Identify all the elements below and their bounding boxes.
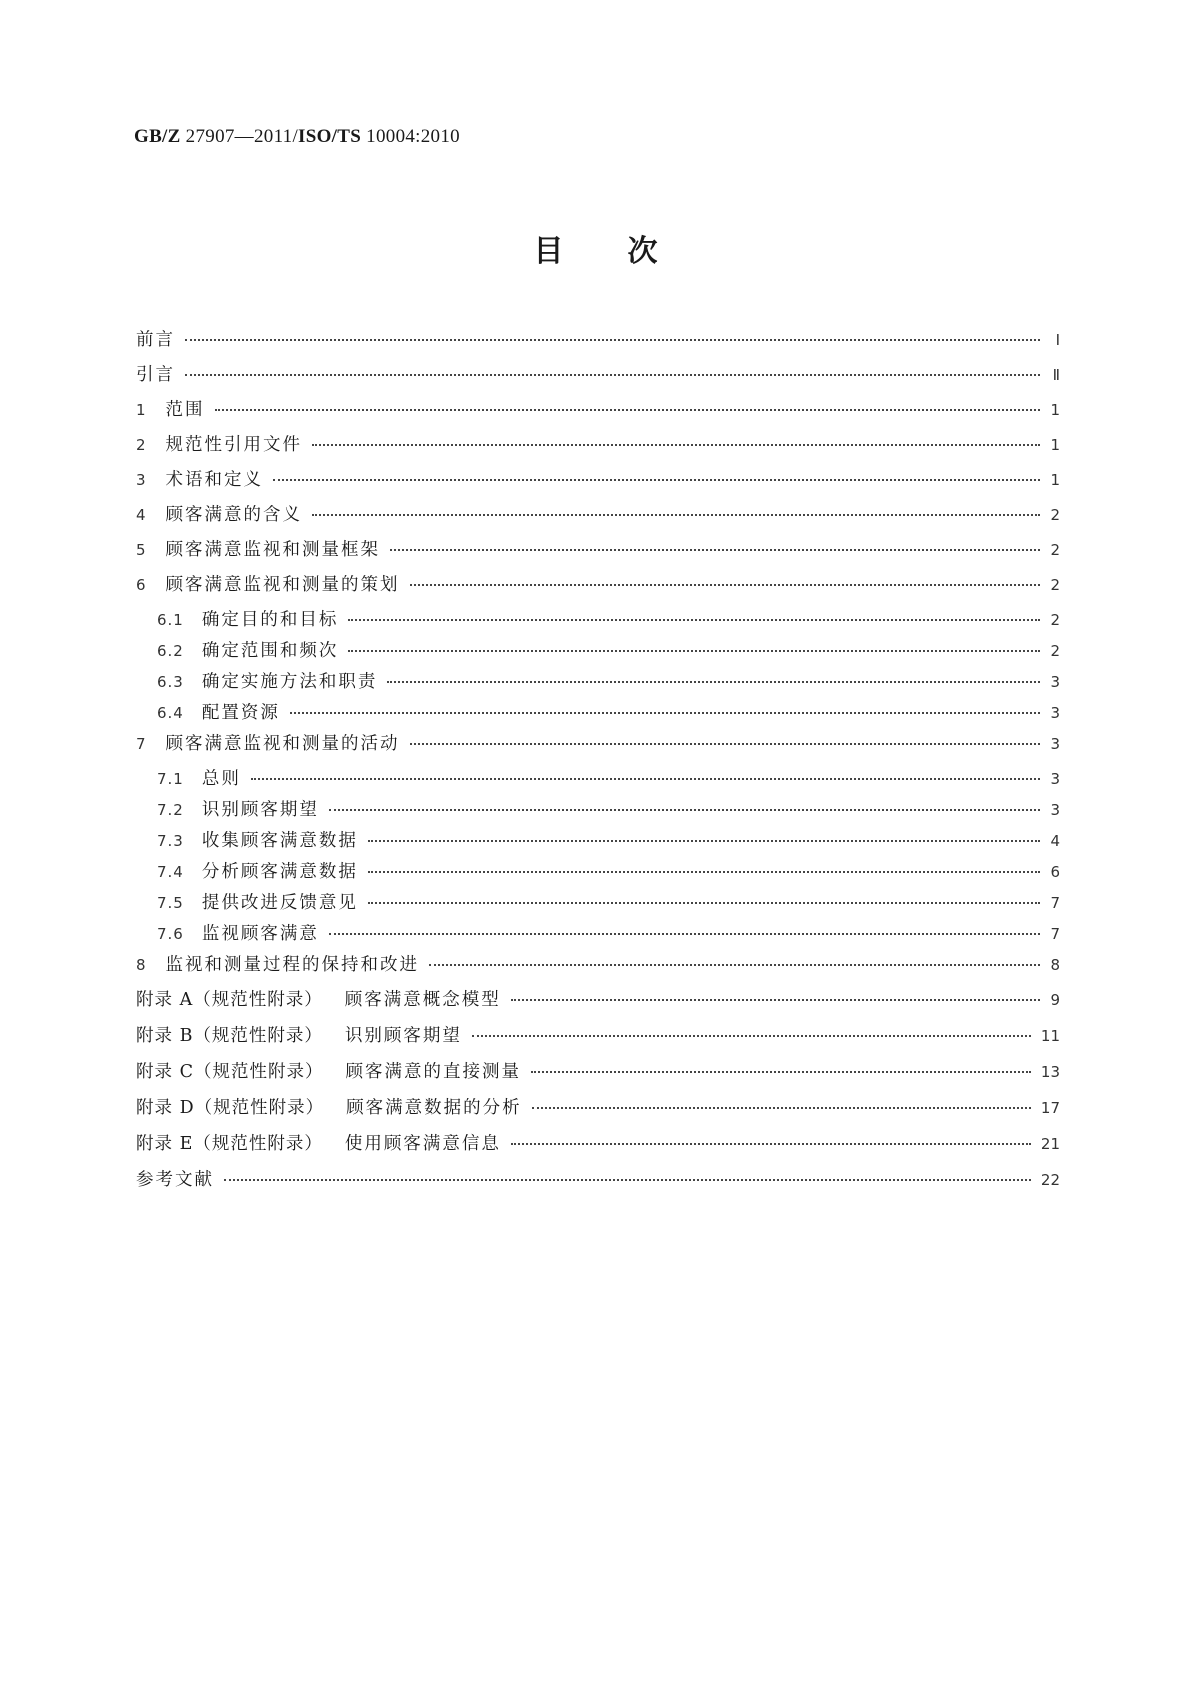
toc-entry-page: 3: [1050, 735, 1060, 753]
toc-entry-label: 确定目的和目标: [201, 610, 339, 630]
toc-entry-label: 顾客满意的含义: [165, 505, 303, 525]
dot-leader: [348, 650, 1040, 652]
toc-entry-label: 顾客满意监视和测量的活动: [165, 734, 400, 754]
toc-annex-entry[interactable]: [136, 1094, 1060, 1130]
toc-entry-label: 监视和测量过程的保持和改进: [165, 955, 420, 975]
annex-page: 17: [1040, 1099, 1060, 1117]
dot-leader: [511, 999, 1040, 1001]
toc-entry-label: 引言: [136, 365, 175, 385]
annex-title: 顾客满意数据的分析: [346, 1098, 522, 1118]
toc-entry-page: 8: [1050, 956, 1060, 974]
annex-page: 9: [1050, 991, 1060, 1009]
annex-prefix: 附录 C: [136, 1062, 194, 1082]
dot-leader: [251, 778, 1040, 780]
toc-entry-number: 2: [136, 436, 146, 454]
toc-entry[interactable]: [136, 431, 1060, 466]
toc-entry-page: 7: [1050, 894, 1060, 912]
toc-entry[interactable]: [136, 765, 1060, 796]
toc-entry-number: 6.2: [157, 642, 184, 660]
toc-entry-label: 识别顾客期望: [201, 800, 319, 820]
annex-type: （规范性附录）: [193, 990, 323, 1010]
dot-leader: [290, 712, 1040, 714]
toc-entry-number: 8: [136, 956, 146, 974]
annex-page: 21: [1040, 1135, 1060, 1153]
toc-entry-label: 确定实施方法和职责: [201, 672, 378, 692]
toc-entry-page: 1: [1050, 401, 1060, 419]
toc-entry[interactable]: [136, 361, 1060, 396]
toc-entry-number: 6.1: [157, 611, 184, 629]
toc-entry[interactable]: [136, 827, 1060, 858]
toc-entry-number: 6: [136, 576, 146, 594]
toc-entry-number: 7.6: [157, 925, 184, 943]
dot-leader: [390, 549, 1040, 551]
toc-entry-label: 范围: [165, 400, 205, 420]
dot-leader: [511, 1143, 1031, 1145]
toc-entry[interactable]: [136, 501, 1060, 536]
annex-prefix: 附录 A: [136, 990, 194, 1010]
toc-entry-page: Ⅱ: [1052, 366, 1060, 384]
annex-page: 13: [1040, 1063, 1060, 1081]
toc-entry-page: 3: [1050, 673, 1060, 691]
toc-entry[interactable]: [136, 536, 1060, 571]
toc-entry-label: 分析顾客满意数据: [201, 862, 358, 882]
annex-title: 顾客满意概念模型: [344, 990, 501, 1010]
toc-entry-number: 7.3: [157, 832, 184, 850]
standard-number: 27907—2011/: [185, 126, 299, 147]
document-code: [134, 126, 460, 148]
toc-entry-label: 提供改进反馈意见: [201, 893, 358, 913]
toc-entry-label: 顾客满意监视和测量框架: [165, 540, 381, 560]
toc-entry-page: 2: [1050, 541, 1060, 559]
annex-type: （规范性附录）: [193, 1134, 323, 1154]
toc-annex-entry[interactable]: [136, 1130, 1060, 1166]
toc-entry-page: 7: [1050, 925, 1060, 943]
toc-entry-page: 3: [1050, 704, 1060, 722]
toc-entry[interactable]: [136, 730, 1060, 765]
toc-annex-entry[interactable]: [136, 1022, 1060, 1058]
toc-entry-page: 4: [1050, 832, 1060, 850]
toc-entry-label: 确定范围和频次: [201, 641, 339, 661]
dot-leader: [185, 374, 1040, 376]
toc-entry-number: 7.1: [157, 770, 184, 788]
toc-entry[interactable]: [136, 637, 1060, 668]
toc-entry-page: 3: [1050, 801, 1060, 819]
toc-entry-page: 6: [1050, 863, 1060, 881]
dot-leader: [348, 619, 1040, 621]
dot-leader: [472, 1035, 1031, 1037]
standard-prefix: GB/Z: [134, 126, 181, 147]
toc-entry-label: 监视顾客满意: [201, 924, 319, 944]
dot-leader: [368, 902, 1040, 904]
toc-entry[interactable]: [136, 326, 1060, 361]
toc-entry-page: 2: [1050, 576, 1060, 594]
annex-title: 识别顾客期望: [344, 1026, 462, 1046]
dot-leader: [429, 964, 1040, 966]
toc-entry-page: 2: [1050, 611, 1060, 629]
toc-entry-number: 5: [136, 541, 146, 559]
toc-entry-label: 总则: [201, 769, 241, 789]
dot-leader: [410, 584, 1040, 586]
toc-entry-label: 顾客满意监视和测量的策划: [165, 575, 400, 595]
toc-entry[interactable]: [136, 668, 1060, 699]
toc-entry[interactable]: [136, 606, 1060, 637]
toc-entry-label: 术语和定义: [165, 470, 264, 490]
annex-title: 顾客满意的直接测量: [345, 1062, 521, 1082]
toc-entry-number: 3: [136, 471, 146, 489]
toc-entry-number: 7: [136, 735, 146, 753]
toc-bibliography-entry[interactable]: [136, 1166, 1060, 1201]
toc-entry[interactable]: [136, 396, 1060, 431]
dot-leader: [410, 743, 1040, 745]
toc-entry-page: 3: [1050, 770, 1060, 788]
toc-entry-number: 7.2: [157, 801, 184, 819]
toc-entry-label: 配置资源: [201, 703, 280, 723]
dot-leader: [312, 444, 1040, 446]
toc-entry[interactable]: [136, 466, 1060, 501]
toc-entry[interactable]: [136, 858, 1060, 889]
annex-title: 使用顾客满意信息: [344, 1134, 501, 1154]
toc-entry-number: 7.4: [157, 863, 184, 881]
toc-entry-number: 6.4: [157, 704, 184, 722]
toc-annex-entry[interactable]: [136, 1058, 1060, 1094]
dot-leader: [224, 1179, 1031, 1181]
dot-leader: [329, 933, 1040, 935]
iso-prefix: ISO/TS: [298, 126, 362, 147]
toc-entry-page: 1: [1050, 471, 1060, 489]
bibliography-page: 22: [1040, 1171, 1060, 1189]
toc-entry-number: 4: [136, 506, 146, 524]
toc-entry-page: Ⅰ: [1055, 331, 1060, 349]
dot-leader: [273, 479, 1040, 481]
dot-leader: [531, 1071, 1031, 1073]
toc-entry[interactable]: [136, 699, 1060, 730]
dot-leader: [368, 840, 1040, 842]
annex-prefix: 附录 D: [136, 1098, 195, 1118]
page-title: 目次: [533, 234, 722, 269]
toc-entry-page: 1: [1050, 436, 1060, 454]
toc-entry-label: 前言: [136, 330, 175, 350]
toc-entry-label: 收集顾客满意数据: [201, 831, 358, 851]
bibliography-label: 参考文献: [136, 1170, 214, 1190]
dot-leader: [215, 409, 1040, 411]
toc-entry-page: 2: [1050, 642, 1060, 660]
toc-entry-page: 2: [1050, 506, 1060, 524]
annex-page: 11: [1040, 1027, 1060, 1045]
annex-type: （规范性附录）: [194, 1098, 325, 1118]
dot-leader: [185, 339, 1040, 341]
dot-leader: [329, 809, 1040, 811]
toc-annex-entry[interactable]: [136, 986, 1060, 1022]
table-of-contents: [136, 326, 1060, 1201]
dot-leader: [368, 871, 1040, 873]
annex-type: （规范性附录）: [193, 1026, 323, 1046]
dot-leader: [312, 514, 1040, 516]
dot-leader: [387, 681, 1040, 683]
toc-entry[interactable]: [136, 571, 1060, 606]
toc-entry[interactable]: [136, 920, 1060, 951]
annex-type: （规范性附录）: [193, 1062, 324, 1082]
iso-number: 10004:2010: [366, 126, 460, 147]
toc-entry-number: 7.5: [157, 894, 184, 912]
toc-entry[interactable]: [136, 889, 1060, 920]
dot-leader: [532, 1107, 1031, 1109]
toc-entry[interactable]: [136, 796, 1060, 827]
toc-entry[interactable]: [136, 951, 1060, 986]
toc-entry-number: 6.3: [157, 673, 184, 691]
annex-prefix: 附录 E: [136, 1134, 194, 1154]
toc-entry-label: 规范性引用文件: [165, 435, 303, 455]
annex-prefix: 附录 B: [136, 1026, 194, 1046]
toc-entry-number: 1: [136, 401, 146, 419]
